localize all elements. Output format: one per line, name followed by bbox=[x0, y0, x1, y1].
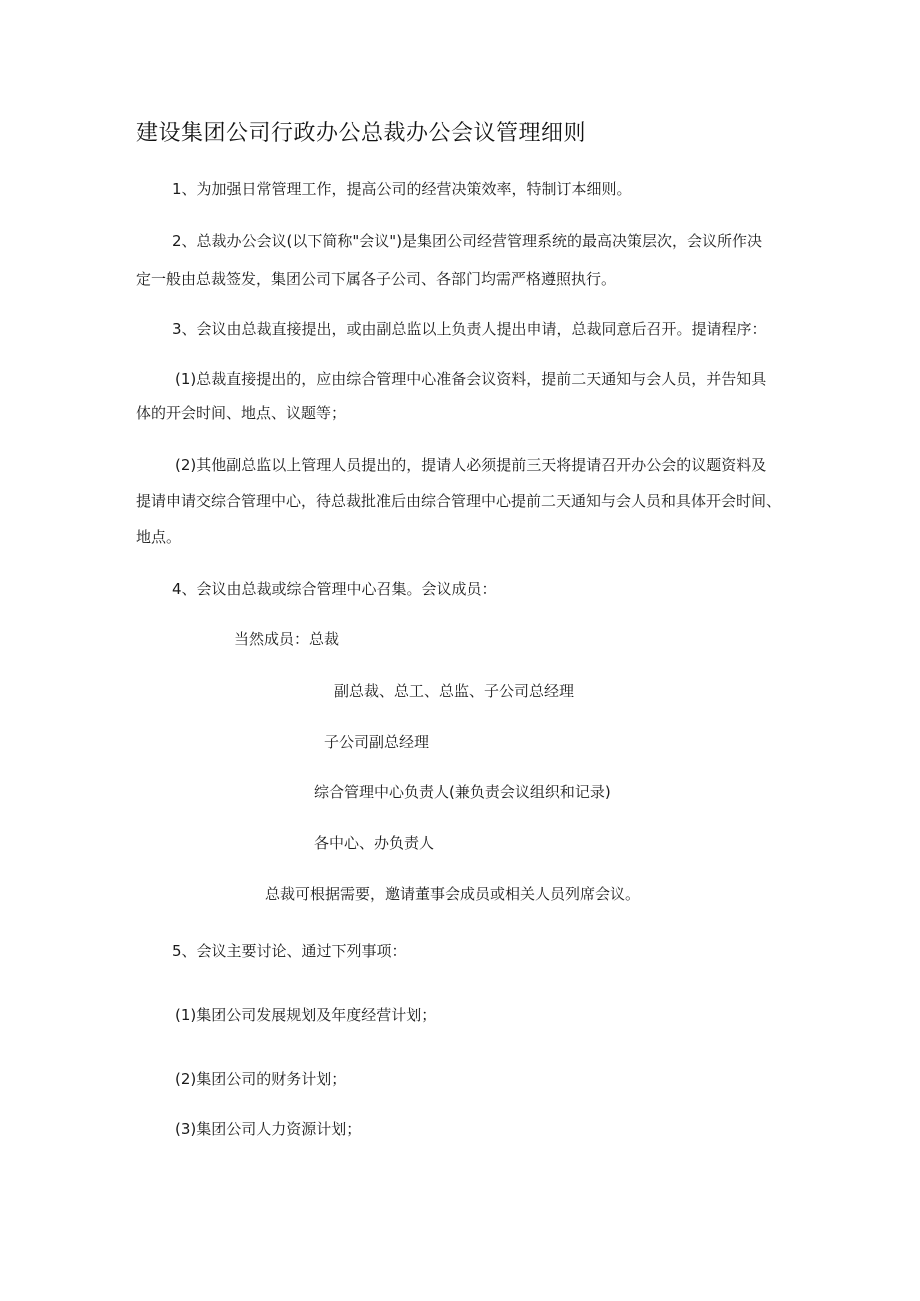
document-title: 建设集团公司行政办公总裁办公会议管理细则 bbox=[136, 121, 587, 146]
member-line-2: 副总裁、总工、总监、子公司总经理 bbox=[334, 682, 575, 700]
clause-3-item-1-line-1: (1)总裁直接提出的，应由综合管理中心准备会议资料，提前二天通知与会人员，并告知具 bbox=[175, 370, 767, 388]
member-line-3: 子公司副总经理 bbox=[324, 733, 430, 751]
clause-3: 3、会议由总裁直接提出，或由副总监以上负责人提出申请，总裁同意后召开。提请程序： bbox=[172, 320, 767, 338]
clause-2-line-1: 2、总裁办公会议(以下简称"会议")是集团公司经营管理系统的最高决策层次，会议所作决 bbox=[172, 232, 763, 250]
clause-3-item-1-line-2: 体的开会时间、地点、议题等； bbox=[136, 404, 347, 422]
clause-5-item-3: (3)集团公司人力资源计划； bbox=[175, 1120, 362, 1138]
clause-4: 4、会议由总裁或综合管理中心召集。会议成员： bbox=[172, 580, 497, 598]
clause-3-item-2-line-2: 提请申请交综合管理中心，待总裁批准后由综合管理中心提前二天通知与会人员和具体开会时间、 bbox=[136, 492, 782, 510]
clause-5: 5、会议主要讨论、通过下列事项： bbox=[172, 942, 407, 960]
member-line-4: 综合管理中心负责人(兼负责会议组织和记录) bbox=[314, 783, 611, 801]
clause-3-item-2-line-1: (2)其他副总监以上管理人员提出的，提请人必须提前三天将提请召开办公会的议题资料及 bbox=[175, 456, 767, 474]
clause-5-item-1: (1)集团公司发展规划及年度经营计划； bbox=[175, 1006, 437, 1024]
clause-2-line-2: 定一般由总裁签发，集团公司下属各子公司、各部门均需严格遵照执行。 bbox=[136, 270, 617, 288]
clause-3-item-2-line-3: 地点。 bbox=[136, 528, 182, 546]
clause-1: 1、为加强日常管理工作，提高公司的经营决策效率，特制订本细则。 bbox=[172, 180, 632, 198]
attendance-note: 总裁可根据需要，邀请董事会成员或相关人员列席会议。 bbox=[265, 885, 641, 903]
member-line-1: 当然成员：总裁 bbox=[234, 630, 340, 648]
member-line-5: 各中心、办负责人 bbox=[314, 834, 435, 852]
clause-5-item-2: (2)集团公司的财务计划； bbox=[175, 1070, 347, 1088]
